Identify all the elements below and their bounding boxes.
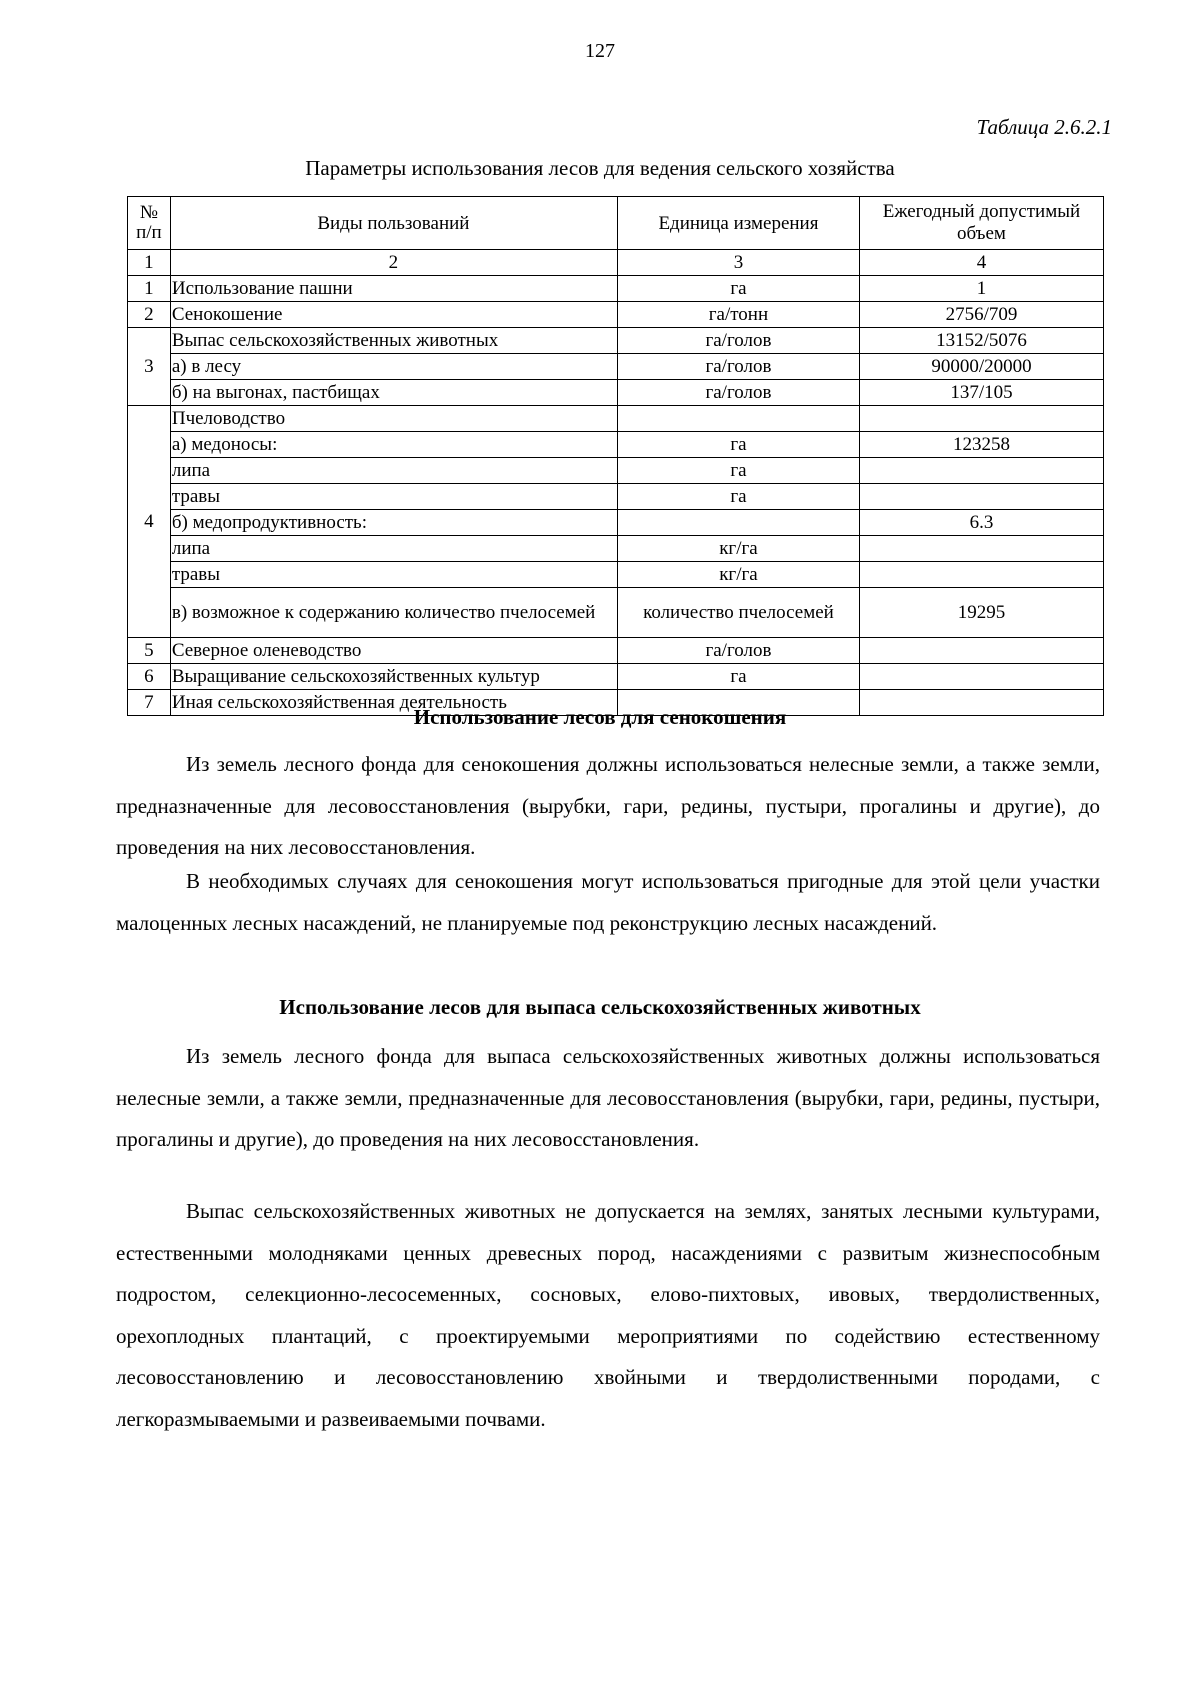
header-volume: Ежегодный допустимый объем — [859, 197, 1103, 250]
header-unit: Единица измерения — [617, 197, 859, 250]
volume-cell — [859, 638, 1103, 664]
paragraph: Выпас сельскохозяйственных животных не допускается на землях, занятых лесными культурами, естественными молодняками ценных древесных пород, насаждениями с развитым жизнеспособным подростом, селекционно-лесосеменных, сосновых, елово-пихтовых, ивовых, твердолиственных, орехоплодных плантаций, с проектируемыми мероприятиями по содействию естественному лесовосстановлению и лесовосстановлению хвойными и твердолиственными породами, с легкоразмываемыми и развеиваемыми почвами. — [116, 1199, 1100, 1431]
table-row — [128, 484, 1104, 510]
row-number-cell: 6 — [128, 664, 171, 690]
table-header-row — [128, 197, 1104, 250]
table-title: Параметры использования лесов для ведения сельского хозяйства — [305, 156, 895, 180]
usage-type-cell: липа — [170, 458, 617, 484]
table-row — [128, 276, 1104, 302]
page-number: 127 — [585, 40, 615, 62]
usage-type-cell: Северное оленеводство — [170, 638, 617, 664]
unit-cell: га/голов — [617, 638, 859, 664]
table-row — [128, 432, 1104, 458]
paragraph: Из земель лесного фонда для выпаса сельскохозяйственных животных должны использоваться нелесные земли, а также земли, предназначенные для лесовосстановления (вырубки, гари, редины, пустыри, прогалины и другие), до проведения на них лесовосстановления. — [116, 1044, 1100, 1151]
volume-cell — [859, 406, 1103, 432]
table-row — [128, 536, 1104, 562]
row-number-cell: 5 — [128, 638, 171, 664]
section-heading-grazing: Использование лесов для выпаса сельскохозяйственных животных — [279, 995, 921, 1019]
usage-type-cell: Пчеловодство — [170, 406, 617, 432]
usage-type-cell: а) медоносы: — [170, 432, 617, 458]
volume-cell — [859, 458, 1103, 484]
volume-cell: 1 — [859, 276, 1103, 302]
usage-type-cell: Иная сельскохозяйственная деятельность — [170, 690, 617, 716]
volume-cell: 2756/709 — [859, 302, 1103, 328]
index-cell: 2 — [170, 250, 617, 276]
table-row — [128, 458, 1104, 484]
volume-cell: 123258 — [859, 432, 1103, 458]
unit-cell: га — [617, 484, 859, 510]
index-cell: 1 — [128, 250, 171, 276]
table-row — [128, 302, 1104, 328]
usage-type-cell: травы — [170, 562, 617, 588]
table-row — [128, 588, 1104, 638]
volume-cell — [859, 562, 1103, 588]
usage-type-cell: Выращивание сельскохозяйственных культур — [170, 664, 617, 690]
usage-type-cell: б) на выгонах, пастбищах — [170, 380, 617, 406]
volume-cell: 6.3 — [859, 510, 1103, 536]
row-number-cell: 3 — [128, 328, 171, 406]
table-row — [128, 380, 1104, 406]
row-number-cell: 7 — [128, 690, 171, 716]
table-row — [128, 328, 1104, 354]
volume-cell: 19295 — [859, 588, 1103, 638]
usage-type-cell: Сенокошение — [170, 302, 617, 328]
usage-type-cell: травы — [170, 484, 617, 510]
usage-type-cell: липа — [170, 536, 617, 562]
unit-cell: га — [617, 458, 859, 484]
unit-cell: га/голов — [617, 380, 859, 406]
unit-cell — [617, 510, 859, 536]
volume-cell — [859, 484, 1103, 510]
row-number-cell: 1 — [128, 276, 171, 302]
table-index-row — [128, 250, 1104, 276]
volume-cell: 90000/20000 — [859, 354, 1103, 380]
unit-cell: га/голов — [617, 328, 859, 354]
volume-cell: 137/105 — [859, 380, 1103, 406]
table-row — [128, 638, 1104, 664]
index-cell: 3 — [617, 250, 859, 276]
unit-cell: га — [617, 432, 859, 458]
index-cell: 4 — [859, 250, 1103, 276]
unit-cell: га — [617, 664, 859, 690]
row-number-cell: 2 — [128, 302, 171, 328]
unit-cell: кг/га — [617, 562, 859, 588]
table-row — [128, 664, 1104, 690]
header-name: Виды пользований — [170, 197, 617, 250]
unit-cell: га/тонн — [617, 302, 859, 328]
table-row — [128, 354, 1104, 380]
paragraph: Из земель лесного фонда для сенокошения должны использоваться нелесные земли, а также земли, предназначенные для лесовосстановления (вырубки, гари, редины, пустыри, прогалины и другие), до проведения на них лесовосстановления. — [116, 752, 1100, 859]
usage-type-cell: б) медопродуктивность: — [170, 510, 617, 536]
usage-type-cell: Использование пашни — [170, 276, 617, 302]
unit-cell: кг/га — [617, 536, 859, 562]
volume-cell — [859, 664, 1103, 690]
row-number-cell: 4 — [128, 406, 171, 638]
table-row — [128, 510, 1104, 536]
unit-cell — [617, 406, 859, 432]
section-heading-haymaking: Использование лесов для сенокошения — [413, 705, 787, 729]
volume-cell — [859, 536, 1103, 562]
table-row — [128, 562, 1104, 588]
table-label: Таблица 2.6.2.1 — [976, 115, 1112, 139]
table-row — [128, 406, 1104, 432]
paragraph: В необходимых случаях для сенокошения могут использоваться пригодные для этой цели участки малоценных лесных насаждений, не планируемые под реконструкцию лесных насаждений. — [116, 869, 1100, 935]
parameters-table — [127, 196, 1104, 716]
volume-cell: 13152/5076 — [859, 328, 1103, 354]
unit-cell: га — [617, 276, 859, 302]
usage-type-cell: в) возможное к содержанию количество пчелосемей — [170, 588, 617, 638]
usage-type-cell: а) в лесу — [170, 354, 617, 380]
unit-cell: количество пчелосемей — [617, 588, 859, 638]
usage-type-cell: Выпас сельскохозяйственных животных — [170, 328, 617, 354]
unit-cell: га/голов — [617, 354, 859, 380]
header-num: № п/п — [128, 197, 171, 250]
